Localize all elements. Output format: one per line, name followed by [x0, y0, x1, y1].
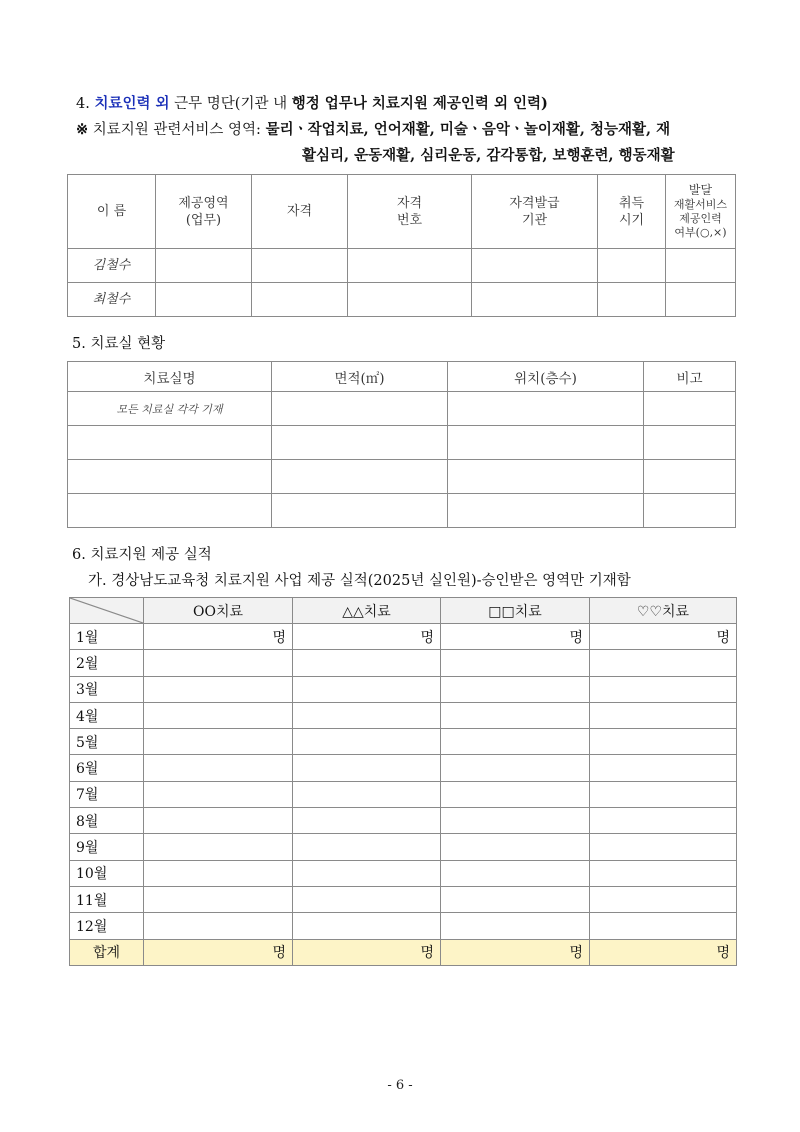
room-note: 모든 치료실 각각 기재	[68, 392, 272, 426]
count-cell[interactable]	[441, 781, 590, 807]
header-acquired: 취득 시기	[598, 175, 666, 249]
count-cell[interactable]	[441, 834, 590, 860]
total-cell[interactable]: 명	[590, 939, 737, 965]
month-row	[70, 650, 737, 676]
staff-name: 최철수	[68, 283, 156, 317]
section4-title-part-a: 근무 명단(기관 내	[174, 96, 288, 112]
count-cell[interactable]	[144, 886, 293, 912]
month-label: 12월	[70, 913, 144, 939]
cell[interactable]	[272, 392, 448, 426]
count-cell[interactable]	[293, 781, 441, 807]
section5-title: 5. 치료실 현황	[72, 336, 166, 352]
section4-heading	[76, 94, 548, 114]
count-cell[interactable]: 명	[144, 624, 293, 650]
cell[interactable]	[448, 426, 644, 460]
count-cell[interactable]	[590, 886, 737, 912]
count-cell[interactable]: 명	[590, 624, 737, 650]
cell[interactable]	[644, 460, 736, 494]
month-row	[70, 808, 737, 834]
count-cell[interactable]: 명	[441, 624, 590, 650]
cell[interactable]	[348, 249, 472, 283]
count-cell[interactable]	[144, 729, 293, 755]
header-area: 제공영역 (업무)	[156, 175, 252, 249]
total-cell[interactable]: 명	[144, 939, 293, 965]
count-cell[interactable]	[293, 860, 441, 886]
room-row	[68, 392, 736, 426]
header-qualification-number: 자격 번호	[348, 175, 472, 249]
month-row	[70, 860, 737, 886]
room-row	[68, 494, 736, 528]
count-cell[interactable]	[293, 834, 441, 860]
cell[interactable]	[666, 283, 736, 317]
count-cell[interactable]	[441, 808, 590, 834]
count-cell[interactable]	[441, 886, 590, 912]
note-line-1: 물리ㆍ작업치료, 언어재활, 미술ㆍ음악ㆍ놀이재활, 청능재활, 재	[265, 121, 671, 138]
month-row	[70, 781, 737, 807]
count-cell[interactable]	[293, 729, 441, 755]
section4-note-line-2: 활심리, 운동재활, 심리운동, 감각통합, 보행훈련, 행동재활	[302, 147, 675, 164]
cell[interactable]	[156, 283, 252, 317]
cell[interactable]	[472, 283, 598, 317]
count-cell[interactable]: 명	[293, 624, 441, 650]
cell[interactable]	[598, 283, 666, 317]
header-dev-rehab: 발달 재활서비스 제공인력 여부(○,×)	[666, 175, 736, 249]
count-cell[interactable]	[441, 650, 590, 676]
count-cell[interactable]	[144, 860, 293, 886]
total-cell[interactable]: 명	[441, 939, 590, 965]
cell[interactable]	[348, 283, 472, 317]
month-label: 3월	[70, 676, 144, 702]
staff-name: 김철수	[68, 249, 156, 283]
header-room-name: 치료실명	[68, 362, 272, 392]
month-label: 5월	[70, 729, 144, 755]
performance-header	[70, 598, 737, 624]
room-table-header	[68, 362, 736, 392]
cell[interactable]	[644, 494, 736, 528]
count-cell[interactable]	[293, 808, 441, 834]
count-cell[interactable]	[293, 886, 441, 912]
section4-title-part-b: 행정 업무나 치료지원 제공인력 외 인력)	[291, 95, 548, 112]
month-row	[70, 702, 737, 728]
section4-note	[76, 120, 670, 140]
staff-row	[68, 249, 736, 283]
cell[interactable]	[598, 249, 666, 283]
count-cell[interactable]	[590, 860, 737, 886]
count-cell[interactable]	[590, 808, 737, 834]
count-cell[interactable]	[590, 650, 737, 676]
header-therapy-4: ♡♡치료	[590, 598, 737, 624]
header-therapy-3: □□치료	[441, 598, 590, 624]
cell[interactable]	[252, 283, 348, 317]
cell[interactable]	[68, 494, 272, 528]
count-cell[interactable]	[590, 755, 737, 781]
header-therapy-2: △△치료	[293, 598, 441, 624]
staff-row	[68, 283, 736, 317]
month-row	[70, 624, 737, 650]
cell[interactable]	[448, 494, 644, 528]
count-cell[interactable]	[441, 702, 590, 728]
month-row	[70, 913, 737, 939]
staff-table-header	[68, 175, 736, 249]
note-mark: ※	[76, 121, 89, 138]
count-cell[interactable]	[293, 702, 441, 728]
note-label: 치료지원 관련서비스 영역:	[92, 122, 261, 138]
month-row	[70, 834, 737, 860]
count-cell[interactable]	[590, 781, 737, 807]
header-remarks: 비고	[644, 362, 736, 392]
header-therapy-1: OO치료	[144, 598, 293, 624]
cell[interactable]	[272, 494, 448, 528]
count-cell[interactable]	[144, 676, 293, 702]
header-qualification: 자격	[252, 175, 348, 249]
cell[interactable]	[448, 460, 644, 494]
cell[interactable]	[644, 392, 736, 426]
month-label: 9월	[70, 834, 144, 860]
count-cell[interactable]	[441, 676, 590, 702]
count-cell[interactable]	[144, 755, 293, 781]
count-cell[interactable]	[590, 676, 737, 702]
section6-subtitle: 가. 경상남도교육청 치료지원 사업 제공 실적(2025년 실인원)-승인받은 영역만 기재함	[88, 573, 631, 589]
month-label: 6월	[70, 755, 144, 781]
section4-number: 4.	[76, 96, 90, 112]
performance-table	[69, 597, 737, 966]
count-cell[interactable]	[590, 913, 737, 939]
count-cell[interactable]	[144, 702, 293, 728]
month-label: 4월	[70, 702, 144, 728]
header-location: 위치(층수)	[448, 362, 644, 392]
count-cell[interactable]	[441, 729, 590, 755]
month-row	[70, 676, 737, 702]
total-label: 합계	[70, 939, 144, 965]
count-cell[interactable]	[293, 913, 441, 939]
cell[interactable]	[644, 426, 736, 460]
section6-title: 6. 치료지원 제공 실적	[72, 547, 212, 563]
count-cell[interactable]	[144, 834, 293, 860]
count-cell[interactable]	[144, 913, 293, 939]
cell[interactable]	[666, 249, 736, 283]
cell[interactable]	[156, 249, 252, 283]
room-row	[68, 426, 736, 460]
count-cell[interactable]	[590, 729, 737, 755]
month-label: 8월	[70, 808, 144, 834]
room-row	[68, 460, 736, 494]
section4-title-emphasis: 치료인력 외	[94, 95, 170, 112]
count-cell[interactable]	[590, 834, 737, 860]
count-cell[interactable]	[293, 676, 441, 702]
cell[interactable]	[272, 426, 448, 460]
count-cell[interactable]	[441, 860, 590, 886]
header-name: 이 름	[68, 175, 156, 249]
month-label: 11월	[70, 886, 144, 912]
header-issuer: 자격발급 기관	[472, 175, 598, 249]
count-cell[interactable]	[441, 913, 590, 939]
page-number: - 6 -	[387, 1078, 413, 1093]
count-cell[interactable]	[590, 702, 737, 728]
total-row	[70, 939, 737, 965]
month-row	[70, 886, 737, 912]
diagonal-corner-cell	[70, 598, 144, 624]
cell[interactable]	[68, 426, 272, 460]
header-area-size: 면적(㎡)	[272, 362, 448, 392]
month-label: 7월	[70, 781, 144, 807]
staff-table	[67, 174, 736, 317]
count-cell[interactable]	[293, 755, 441, 781]
count-cell[interactable]	[144, 781, 293, 807]
month-label: 1월	[70, 624, 144, 650]
month-label: 10월	[70, 860, 144, 886]
cell[interactable]	[272, 460, 448, 494]
count-cell[interactable]	[293, 650, 441, 676]
room-table	[67, 361, 736, 528]
cell[interactable]	[472, 249, 598, 283]
count-cell[interactable]	[144, 808, 293, 834]
total-cell[interactable]: 명	[293, 939, 441, 965]
month-row	[70, 755, 737, 781]
cell[interactable]	[448, 392, 644, 426]
count-cell[interactable]	[441, 755, 590, 781]
month-label: 2월	[70, 650, 144, 676]
cell[interactable]	[252, 249, 348, 283]
count-cell[interactable]	[144, 650, 293, 676]
cell[interactable]	[68, 460, 272, 494]
month-row	[70, 729, 737, 755]
